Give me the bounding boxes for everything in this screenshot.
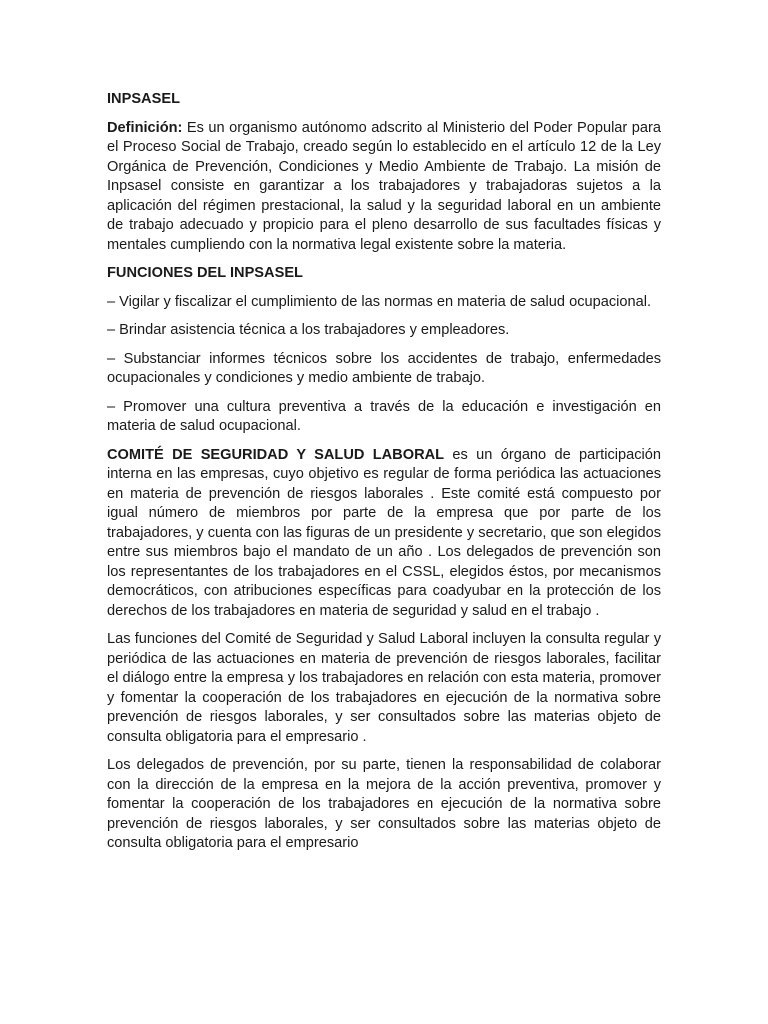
function-item-2: – Brindar asistencia técnica a los trabajadores y empleadores.	[107, 322, 510, 338]
document-page	[107, 90, 661, 863]
definition-label: Definición:	[107, 119, 183, 136]
committee-label: COMITÉ DE SEGURIDAD Y SALUD LABORAL	[107, 446, 445, 463]
committee-functions-paragraph: Las funciones del Comité de Seguridad y Salud Laboral incluyen la consulta regular y periódica de las actuaciones en materia de prevención de riesgos laborales, facilitar el diálogo entre la empresa y los trabajadores en relación con esta materia, promover y fomentar la cooperación de los trabajadores en ejecución de la normativa sobre prevención de riesgos laborales, y ser consultados sobre las materias objeto de consulta obligatoria para el empresario .	[107, 631, 661, 745]
function-item-1: – Vigilar y fiscalizar el cumplimiento de las normas en materia de salud ocupacional.	[107, 293, 652, 310]
functions-heading: FUNCIONES DEL INPSASEL	[107, 265, 303, 281]
committee-text: es un órgano de participación interna en las empresas, cuyo objetivo es regular de forma periódica las actuaciones en materia de prevención de riesgos laborales . Este comité está compuesto por igual número de miembros por parte de la empresa que por parte de los trabajadores, y cuenta con las figuras de un presidente y secretario, que son elegidos entre sus miembros bajo el mandato de un año . Los delegados de prevención son los representantes de los trabajadores en el CSSL, elegidos éstos, por mecanismos democráticos, con atribuciones específicas para coadyubar en la protección de los derechos de los trabajadores en materia de seguridad y salud en el trabajo .	[107, 446, 661, 619]
document-title: INPSASEL	[107, 91, 180, 107]
delegates-paragraph: Los delegados de prevención, por su parte, tienen la responsabilidad de colaborar con la dirección de la empresa en la mejora de la acción preventiva, promover y fomentar la cooperación de los trabajadores en ejecución de la normativa sobre prevención de riesgos laborales, y ser consultados sobre las materias objeto de consulta obligatoria para el empresario	[107, 757, 661, 851]
function-item-3: – Substanciar informes técnicos sobre los accidentes de trabajo, enfermedades ocupacionales y condiciones y medio ambiente de trabajo.	[107, 350, 661, 386]
function-item-4: – Promover una cultura preventiva a través de la educación e investigación en materia de salud ocupacional.	[107, 398, 661, 434]
definition-paragraph	[107, 119, 661, 256]
committee-paragraph	[107, 446, 661, 622]
definition-text: Es un organismo autónomo adscrito al Ministerio del Poder Popular para el Proceso Social de Trabajo, creado según lo establecido en el artículo 12 de la Ley Orgánica de Prevención, Condiciones y Medio Ambiente de Trabajo. La misión de Inpsasel consiste en garantizar a los trabajadores y trabajadoras sujetos a la aplicación del régimen prestacional, la salud y la seguridad laboral en un ambiente de trabajo adecuado y propicio para el pleno desarrollo de sus facultades físicas y mentales cumpliendo con la normativa legal existente sobre la materia.	[107, 119, 661, 253]
